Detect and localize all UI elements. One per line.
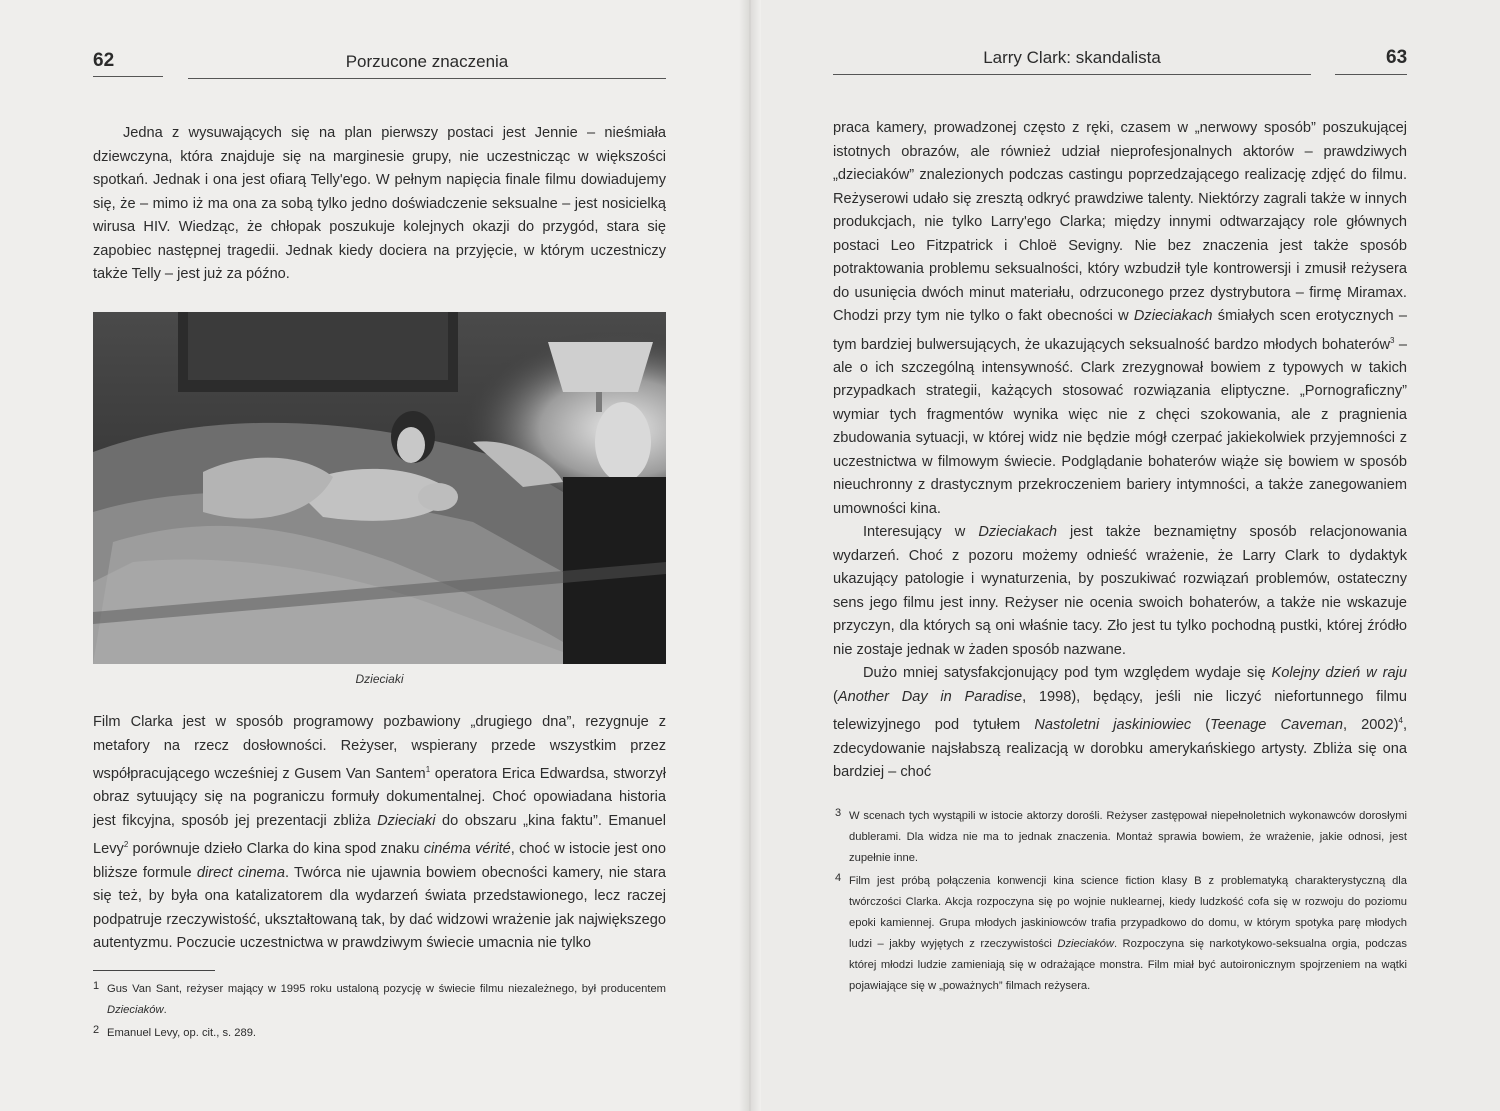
header-rule (833, 74, 1311, 75)
figure-caption: Dzieciaki (355, 672, 404, 686)
right-page (749, 0, 1500, 1111)
footnote-ref-4[interactable]: 4 (1398, 716, 1403, 726)
footnote-rule (93, 970, 215, 971)
footnote-3: 3 W scenach tych wystąpili w istocie aktorzy dorośli. Reżyser zastępował niepełnoletnich wykonawców dorosłymi dublerami. Dla widza nie ma to jednak znaczenia. Montaż sprawia bowiem, że wrażenie, jakie odnosi, jest zupełnie inne. (835, 807, 1407, 864)
header-rule-short (93, 76, 163, 77)
footnote-4: 4 Film jest próbą połączenia konwencji kina science fiction klasy B z problematyką charakterystyczną dla twórczości Clarka. Akcja rozpoczyna się po wojnie nuklearnej, kiedy ludzkość cofa się w rozwoju do poziomu epoki kamiennej. Grupa młodych jaskiniowców trafia przypadkowo do domu, w którym spotyka parę młodych ludzi – jakby wyjętych z rzeczywistości Dzieciaków. Rozpoczyna się narkotykowo-seksualna orgia, podczas której młodzi ludzie zamieniają się w odrażające monstra. Film miał być autoironicznym spojrzeniem na wątki pojawiające się w „poważnych” filmach reżysera. (835, 872, 1407, 992)
paragraph-1: praca kamery, prowadzonej często z ręki, czasem w „nerwowy sposób” poszukującej istotnych obrazów, ale również udział nieprofesjonalnych aktorów – prawdziwych „dzieciaków” znalezionych podczas castingu poprzedzającego realizację zdjęć do filmu. Reżyserowi udało się zresztą odkryć prawdziwe talenty. Niektórzy zagrali także w innych produkcjach, nie tylko Larry'ego Clarka; między innymi odtwarzający role głównych postaci Leo Fitzpatrick i Chloë Sevigny. Nie bez znaczenia jest także sposób potraktowania problemu seksualności, który wzbudził tyle kontrowersji i zmusił reżysera do usunięcia dwóch minut materiału, odrzuconego przez dystrybutora – firmę Miramax. Chodzi przy tym nie tylko o fakt obecności w Dzieciakach śmiałych scen erotycznych – tym bardziej bulwersujących, że ukazujących seksualność bardzo młodych bohaterów$^3$ – ale o ich szczególną intensywność. Clark zrezygnował bowiem z typowych w takich przypadkach strategii, każących stosować rozwiązania eliptyczne. „Pornograficzny” wymiar tych fragmentów wynika więc nie z chęci szokowania, ale z pragnienia zbudowania sytuacji, w której widz nie będzie mógł czerpać jakiekolwiek przyjemności z uczestnictwa w filmowym świecie. Podglądanie bohaterów wiąże się bowiem w sposób nieuchronny z drastycznym przekroczeniem bariery intymności, a także zanegowaniem umowności kina. Interesujący w Dzieciakach jest także beznamiętny sposób relacjonowania wydarzeń. Choć z pozoru możemy odnieść wrażenie, że Larry Clark to dydaktyk ukazujący patologie i wynaturzenia, by poszukiwać rozwiązań problemów, ostateczny sens jego filmu jest inny. Reżyser nie ocenia swoich bohaterów, a także nie wskazuje przyczyn, dla których są oni właśnie tacy. Zło jest tu tylko pochodną pustki, której źródło nie zostaje jednak w żaden sposób nazwane. Dużo mniej satysfakcjonujący pod tym względem wydaje się Kolejny dzień w raju (Another Day in Paradise, 1998), będący, jeśli nie liczyć niefortunnego filmu telewizyjnego pod tytułem Nastoletni jaskiniowiec (Teenage Caveman, 2002)$^4$, zdecydowanie najsłabszą realizacją w dorobku amerykańskiego artysty. Zbliża się ona bardziej – choć (833, 120, 1407, 781)
film-still-image (93, 312, 666, 664)
header-rule-short (1335, 74, 1407, 75)
running-header: Larry Clark: skandalista (983, 48, 1161, 67)
page-number: 62 (93, 50, 115, 71)
footnote-ref-2[interactable]: 2 (123, 840, 129, 850)
paragraph-1: Jedna z wysuwających się na plan pierwszy postaci jest Jennie – nieśmiała dziewczyna, która znajduje się na marginesie grupy, nie uczestnicząc w większości spotkań. Jednak i ona jest ofiarą Telly'ego. W pełnym napięcia finale filmu dowiadujemy się, że – mimo iż ma ona za sobą tylko jedno doświadczenie seksualne – jest nosicielką wirusa HIV. Wiedząc, że chłopak poszukuje kolejnych okazji do przygód, stara się zapobiec następnej tragedii. Jednak kiedy dociera na przyjęcie, w którym uczestniczy także Telly – jest już za późno. (93, 125, 666, 282)
running-header: Porzucone znaczenia (345, 52, 509, 71)
page-number: 63 (1386, 47, 1408, 68)
footnote-1: 1 Gus Van Sant, reżyser mający w 1995 roku ustaloną pozycję w świecie filmu niezależnego, był producentem Dzieciaków. (93, 980, 666, 1016)
paragraph-2: Film Clarka jest w sposób programowy pozbawiony „drugiego dna”, rezygnuje z metafory na rzecz dosłowności. Reżyser, wspierany przede wszystkim przez współpracującego wcześniej z Gusem Van Santem$^1$ operatora Erica Edwardsa, stworzył obraz sytuujący się na pograniczu formuły dokumentalnej. Choć opowiadana historia jest fikcyjna, sposób jej prezentacji zbliża Dzieciaki do obszaru „kina faktu”. Emanuel Levy$^2$ porównuje dzieło Clarka do kina spod znaku cinéma vérité, choć w istocie jest ono bliższe formule direct cinema. Twórca nie ujawnia bowiem obecności kamery, nie stara się też, by była ona katalizatorem dla wydarzeń świata przedstawionego, lecz raczej podpatruje rzeczywistość, ukształtowaną tak, by dać widzowi wrażenie jak największego autentyzmu. Poczucie uczestnictwa w prawdziwym świecie umacnia nie tylko (93, 714, 667, 952)
footnote-2: 2 Emanuel Levy, op. cit., s. 289. (93, 1024, 257, 1039)
footnote-ref-3[interactable]: 3 (1390, 335, 1395, 345)
footnote-ref-1[interactable]: 1 (425, 765, 431, 774)
header-rule (188, 78, 666, 79)
film-still-photo (93, 312, 666, 664)
left-page (0, 0, 749, 1111)
